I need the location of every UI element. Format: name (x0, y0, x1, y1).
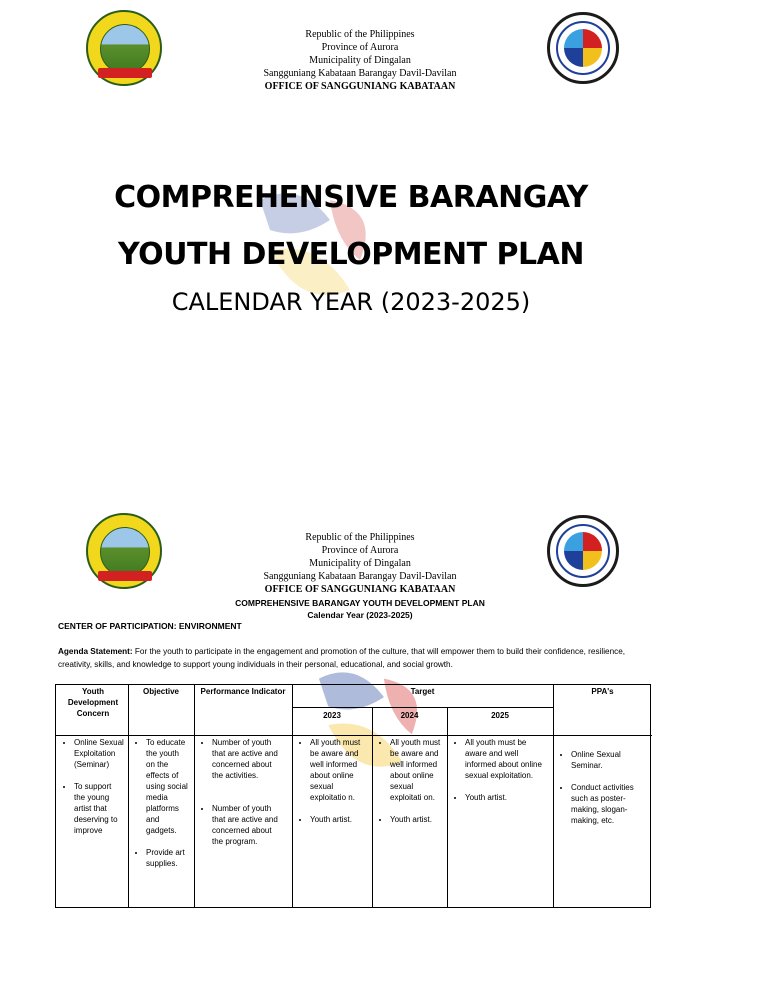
list-item: • Youth artist. (390, 814, 442, 825)
cell-target-2023 (292, 737, 366, 825)
barangay-seal-bottom (86, 513, 162, 589)
header-office: OFFICE OF SANGGUNIANG KABATAAN (264, 584, 456, 595)
plan-heading (200, 597, 520, 621)
list-item: • Youth artist. (465, 792, 547, 803)
letterhead-bottom (240, 531, 480, 596)
list-item: • Online Sexual Exploitation (Seminar) (74, 737, 124, 770)
list-item: • All youth must be aware and well informed about online sexual exploitatio n. (310, 737, 366, 803)
header-office: OFFICE OF SANGGUNIANG KABATAAN (264, 81, 456, 92)
list-item: • To support the young artist that deserving to improve (74, 781, 124, 836)
list-item: • Provide art supplies. (146, 847, 190, 869)
header-target: Target (410, 687, 435, 696)
cell-concern (56, 737, 124, 836)
plan-title: COMPREHENSIVE BARANGAY YOUTH DEVELOPMENT PLAN (235, 598, 485, 608)
cover-title-line2: YOUTH DEVELOPMENT PLAN (118, 237, 584, 272)
letterhead-top (240, 28, 480, 93)
header-republic: Republic of the Philippines (305, 532, 415, 543)
header-province: Province of Aurora (321, 545, 399, 556)
list-item: • Number of youth that are active and concerned about the program. (212, 803, 284, 847)
sk-seal-bottom (547, 515, 619, 587)
header-indicator: Performance Indicator (200, 687, 286, 696)
header-2025: 2025 (491, 711, 509, 720)
cell-target-2024 (372, 737, 442, 825)
header-objective: Objective (142, 687, 179, 696)
header-republic: Republic of the Philippines (305, 29, 415, 40)
barangay-seal-top (86, 10, 162, 86)
agenda-text: For the youth to participate in the engagement and promotion of the culture, that will empower them to build their confidence, resilience, creativity, skills, and knowledge to support young individuals in their personal, educational, and social growth. (58, 647, 626, 669)
cover-title-line1: COMPREHENSIVE BARANGAY (114, 180, 588, 215)
header-2024: 2024 (400, 711, 419, 720)
header-barangay: Sangguniang Kabataan Barangay Davil-Davilan (263, 571, 457, 582)
header-municipality: Municipality of Dingalan (309, 558, 411, 569)
list-item: • Number of youth that are active and concerned about the activities. (212, 737, 284, 781)
header-province: Province of Aurora (321, 42, 399, 53)
sk-seal-top (547, 12, 619, 84)
header-concern: Youth Development Concern (67, 687, 119, 718)
header-2023: 2023 (323, 711, 341, 720)
cell-indicator (194, 737, 284, 847)
header-municipality: Municipality of Dingalan (309, 55, 411, 66)
list-item: • To educate the youth on the effects of using social media platforms and gadgets. (146, 737, 190, 836)
header-barangay: Sangguniang Kabataan Barangay Davil-Davilan (263, 68, 457, 79)
cell-ppas (553, 749, 645, 826)
cell-objective (128, 737, 190, 869)
development-plan-table (55, 684, 651, 908)
header-ppas: PPA's (591, 687, 614, 696)
list-item: • Conduct activities such as poster-making, slogan-making, etc. (571, 782, 645, 826)
list-item: • All youth must be aware and well informed about online sexual exploitation. (465, 737, 547, 781)
cell-target-2025 (447, 737, 547, 803)
cover-title-line3: CALENDAR YEAR (2023-2025) (171, 288, 531, 316)
list-item: • Youth artist. (310, 814, 366, 825)
list-item: • Online Sexual Seminar. (571, 749, 645, 771)
center-of-participation: CENTER OF PARTICIPATION: ENVIRONMENT (58, 621, 242, 631)
plan-year: Calendar Year (2023-2025) (307, 610, 413, 620)
agenda-label: Agenda Statement: (58, 647, 133, 656)
list-item: • All youth must be aware and well informed about online sexual exploitati on. (390, 737, 442, 803)
